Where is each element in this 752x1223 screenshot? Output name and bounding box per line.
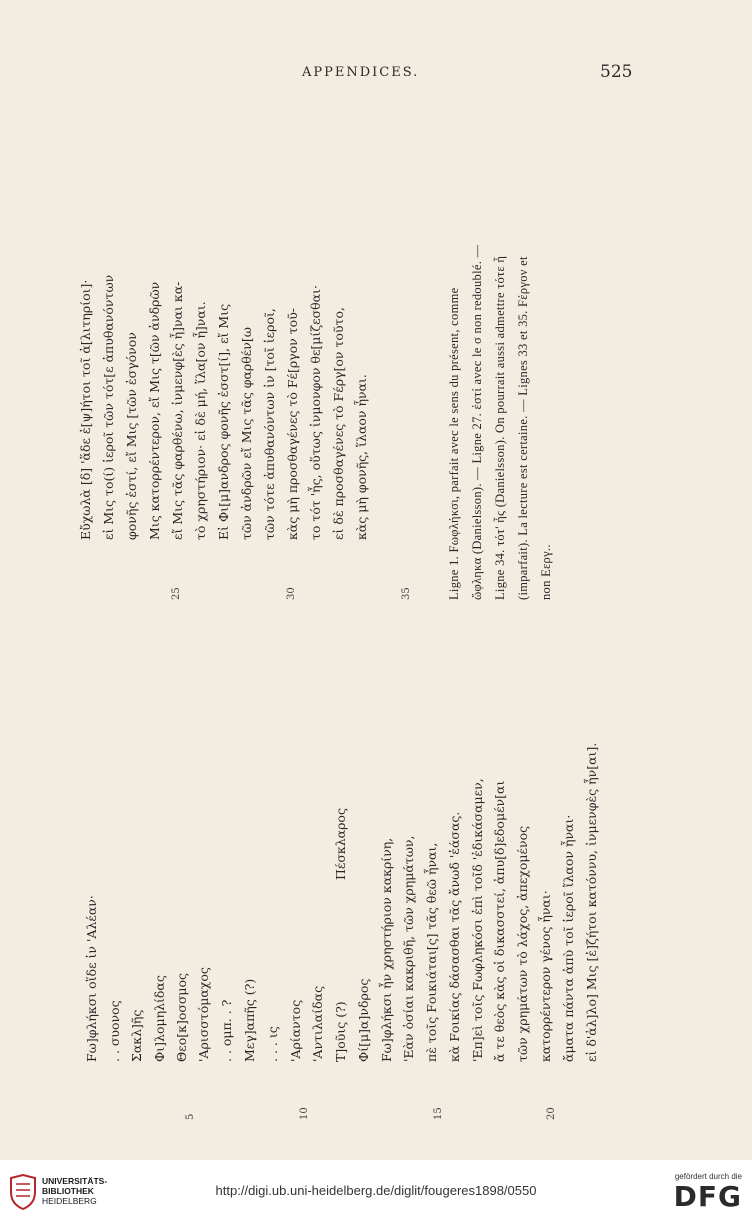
inscription-line: τῶν τότε ἀπυθανόντων ἰν [τοῖ ἱεροῖ, (262, 308, 277, 540)
inscription-line: Εὔχωλὰ [δ] 'ἅδε ἐ[ψ]ήτοι τοῖ ἀ[λιτηρίοι]· (78, 279, 93, 540)
permalink-url[interactable]: http://digi.ub.uni-heidelberg.de/diglit/fougeres1898/0550 (215, 1183, 537, 1198)
line-number: 10 (299, 1107, 310, 1120)
inscription-line: εἴ Μις τᾶς φαρθένω, ἰνμενφ[ὲς ἦ]ναι κα- (170, 281, 185, 540)
inscription-line: τῶν χρημάτων τὸ λάχος, ἀπεχομένος (515, 825, 530, 1062)
inscription-line: 'Αρίαντος (288, 999, 303, 1062)
library-name-line: BIBLIOTHEK (42, 1186, 94, 1196)
inscription-line: 'Εὰν ὁσίαι κακριθῆ, τῶν χρημάτων, (401, 835, 416, 1062)
inscription-line: 'Επ]εὶ τοῖς Fωφληκόσι ἐπὶ τοῖδ 'ἐδικάσαμεν, (470, 778, 485, 1062)
inscription-line: εἰ δὲ προσθαγένες τὸ Fέργ[ον τοῦτο, (331, 307, 346, 540)
inscription-line: πὲ τοῖς Fοικιάται[ς] τᾶς θεῶ ἦναι, (424, 842, 439, 1062)
line-number: 35 (401, 587, 412, 600)
dfg-logo: DFG (673, 1180, 742, 1213)
inscription-line: Μεγ]απῆς (?) (242, 978, 257, 1062)
inscription-line: φονῆς ἐστί, εἴ Μις [τῶν ἐσγόνον (124, 332, 139, 540)
commentary-line: ὤφληκα (Danielsson). — Ligne 27. ἐστί avec le σ non redoublé. — (470, 244, 484, 600)
inscription-line: τὸ χρηστήριον· εἰ δὲ μή, ἵλα[ον ἦ]ναι. (193, 301, 208, 540)
inscription-line: κὰ Fοικίας δάσασθαι τᾶς ἄνωδ 'ἐάσας. (447, 811, 462, 1062)
inscription-line: Εἰ Φι[μ]ανδρος φονῆς ἐσστ[ί], εἴ Μις (216, 303, 231, 540)
inscription-line: Θεο[κ]οσσμος (174, 972, 189, 1062)
inscription-line: Φι]λομηλίδας (152, 975, 167, 1062)
inscription-line: τῶν ἀνδρῶν εἴ Μις τᾶς φαρθέν[ω (239, 327, 254, 540)
commentary-line: Ligne 1. Fωφλήκσι, parfait avec le sens du présent, comme (447, 287, 461, 600)
inscription-line: . . . ις (265, 1026, 280, 1062)
library-name-line: UNIVERSITÄTS- (42, 1176, 108, 1186)
inscription-line: Μις κατορρέντερον, εἴ Μις τ[ῶν ἀνδρῶν (147, 281, 162, 540)
commentary-line: (imparfait). La lecture est certaine. — Lignes 33 et 35. Fέργον et (516, 256, 530, 600)
inscription-line: εἰ δ'ἀλ]λο] Μις [ἐ]ζήτοι κατόννυ, ἰνμενφὲς ἦν[αι]. (584, 742, 599, 1062)
page-header-title: APPENDICES. (302, 65, 420, 80)
inscription-line: κὰς μὴ φονῆς, ἵλαον ἦναι. (354, 374, 369, 540)
inscription-line: ἄματα πάντα ἀπὺ τοῖ ἱεροῖ ἴλαον ἦναι· (561, 814, 576, 1062)
inscription-line: το τότ 'ἦς, οὕτως ἰνμονφον θε[μίζεσθαι· (308, 285, 323, 540)
inscription-line: Φί[μ]α]νδρος (356, 978, 371, 1062)
inscription-line: Σακλ]ῆς (129, 1009, 144, 1062)
line-number: 15 (433, 1107, 444, 1120)
line-number: 25 (171, 587, 182, 600)
line-number: 20 (546, 1107, 557, 1120)
funding-text: gefördert durch die (674, 1172, 742, 1181)
page-number: 525 (600, 62, 633, 82)
commentary-line: Ligne 34. τότ' ἦς (Danielsson). On pourrait aussi admettre τότε ἦ (493, 255, 507, 600)
inscription-line: . . ομπ. . ? (219, 999, 234, 1062)
line-number: 5 (185, 1113, 196, 1120)
inscription-line: Fω]φλήκσι ἦν χρηστήριον κακρίνη, (379, 837, 394, 1062)
inscription-name: Πέσκλαρος (333, 808, 348, 880)
inscription-line: ἄ τε θεὸς κὰς οἱ δικασστεί, ἀπυ[δ]εδομέν[αι (492, 780, 507, 1062)
inscription-line: Τ]οῦις (?) (333, 1001, 348, 1062)
library-name-line: HEIDELBERG (42, 1196, 97, 1206)
inscription-line: κατορρέντερον γένος ἦναι· (538, 890, 553, 1062)
inscription-line: Fω]φλήκσι οἵδε ἰν 'Αλέαν· (84, 895, 99, 1062)
funding-block (674, 1172, 742, 1213)
footer-bar (0, 1160, 752, 1223)
inscription-line: κὰς μὴ προσθαγένες τὸ Fέ[ργον τοῦ- (285, 307, 300, 540)
inscription-line: εἰ Μις το(ί) ἱεροῖ τῶν τότ[ε ἀπυθανόντων (101, 274, 116, 540)
line-number: 30 (286, 587, 297, 600)
inscription-line: . . συονος (107, 1000, 122, 1062)
inscription-line: 'Αντιλαίδας (310, 985, 325, 1062)
inscription-line: 'Αρισστόμαχος (196, 967, 211, 1062)
commentary-line: non Εεργ.. (539, 544, 553, 600)
